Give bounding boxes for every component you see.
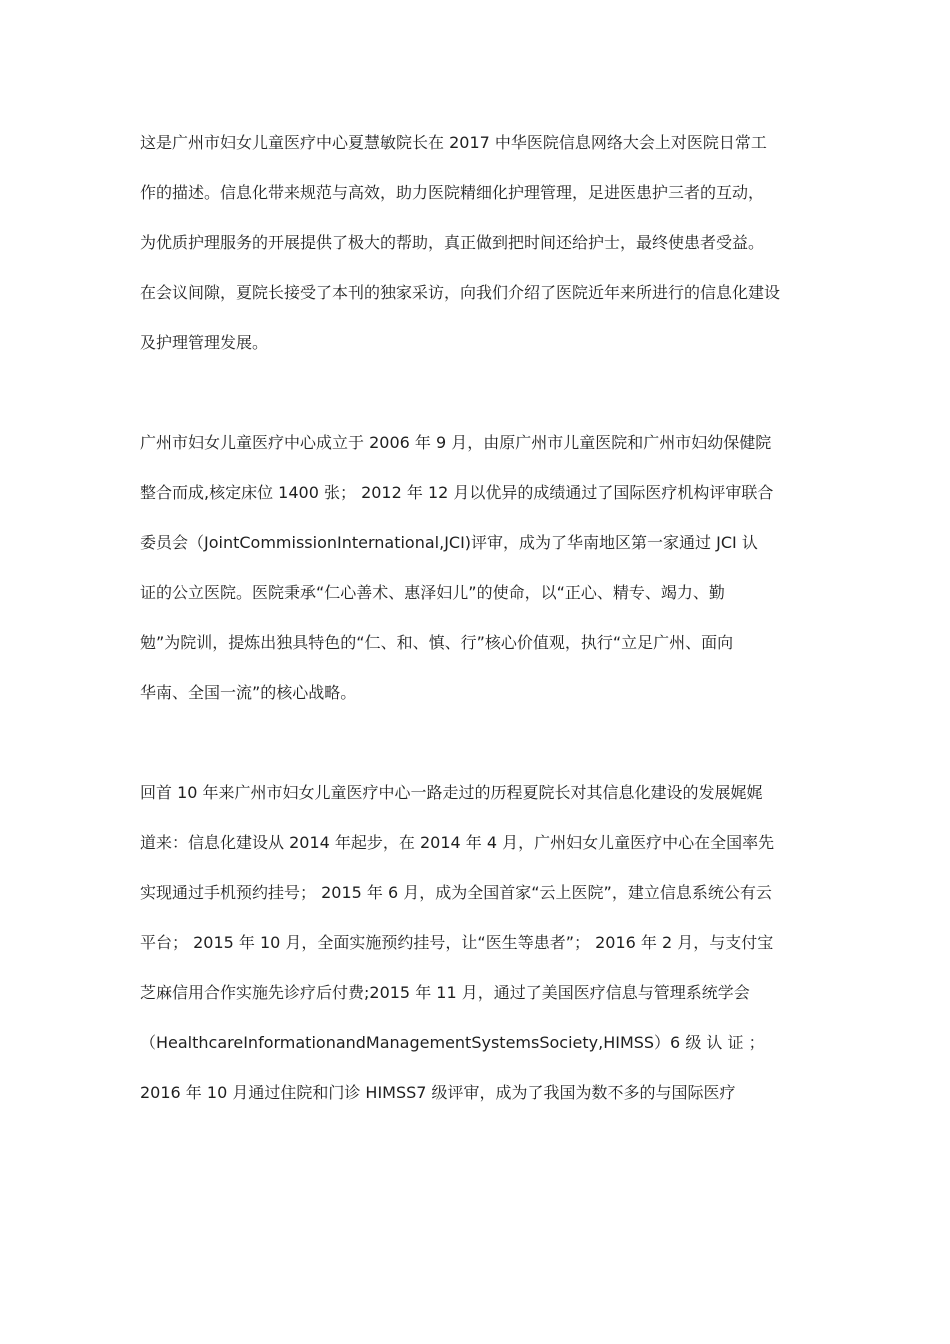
paragraph-1-line-4: 在会议间隙，夏院长接受了本刊的独家采访，向我们介绍了医院近年来所进行的信息化建设 bbox=[140, 283, 781, 302]
paragraph-2-line-3: 委员会（JointCommissionInternational,JCI)评审，成为了华南地区第一家通过 JCI 认 bbox=[140, 533, 758, 552]
paragraph-3-line-7: 2016 年 10 月通过住院和门诊 HIMSS7 级评审，成为了我国为数不多的与国际医疗 bbox=[140, 1083, 736, 1102]
paragraph-3-line-1: 回首 10 年来广州市妇女儿童医疗中心一路走过的历程夏院长对其信息化建设的发展娓娓 bbox=[140, 783, 763, 802]
paragraph-2-line-2: 整合而成,核定床位 1400 张； 2012 年 12 月以优异的成绩通过了国际医疗机构评审联合 bbox=[140, 483, 774, 502]
paragraph-2-line-1: 广州市妇女儿童医疗中心成立于 2006 年 9 月，由原广州市儿童医院和广州市妇幼保健院 bbox=[140, 433, 772, 452]
paragraph-3-line-2: 道来：信息化建设从 2014 年起步，在 2014 年 4 月，广州妇女儿童医疗中心在全国率先 bbox=[140, 833, 775, 852]
paragraph-3-line-5: 芝麻信用合作实施先诊疗后付费;2015 年 11 月，通过了美国医疗信息与管理系统学会 bbox=[140, 983, 750, 1002]
paragraph-1-line-5: 及护理管理发展。 bbox=[140, 333, 269, 352]
paragraph-1-line-2: 作的描述。信息化带来规范与高效，助力医院精细化护理管理，足进医患护三者的互动， bbox=[140, 183, 765, 202]
paragraph-2-line-5: 勉”为院训，提炼出独具特色的“仁、和、慎、行”核心价值观，执行“立足广州、面向 bbox=[140, 633, 734, 652]
paragraph-3-line-4: 平台； 2015 年 10 月，全面实施预约挂号，让“医生等患者”； 2016 年 2 月，与支付宝 bbox=[140, 933, 774, 952]
paragraph-1-line-1: 这是广州市妇女儿童医疗中心夏慧敏院长在 2017 中华医院信息网络大会上对医院日常工 bbox=[140, 133, 767, 152]
paragraph-3-line-6: （HealthcareInformationandManagementSystemsSociety,HIMSS）6 级 认 证 ； bbox=[140, 1033, 765, 1052]
paragraph-3-line-3: 实现通过手机预约挂号； 2015 年 6 月，成为全国首家“云上医院”，建立信息系统公有云 bbox=[140, 883, 772, 902]
paragraph-1-line-3: 为优质护理服务的开展提供了极大的帮助，真正做到把时间还给护士，最终使患者受益。 bbox=[140, 233, 765, 252]
paragraph-2-line-4: 证的公立医院。医院秉承“仁心善术、惠泽妇儿”的使命，以“正心、精专、竭力、勤 bbox=[140, 583, 725, 602]
paragraph-2-line-6: 华南、全国一流”的核心战略。 bbox=[140, 683, 357, 702]
